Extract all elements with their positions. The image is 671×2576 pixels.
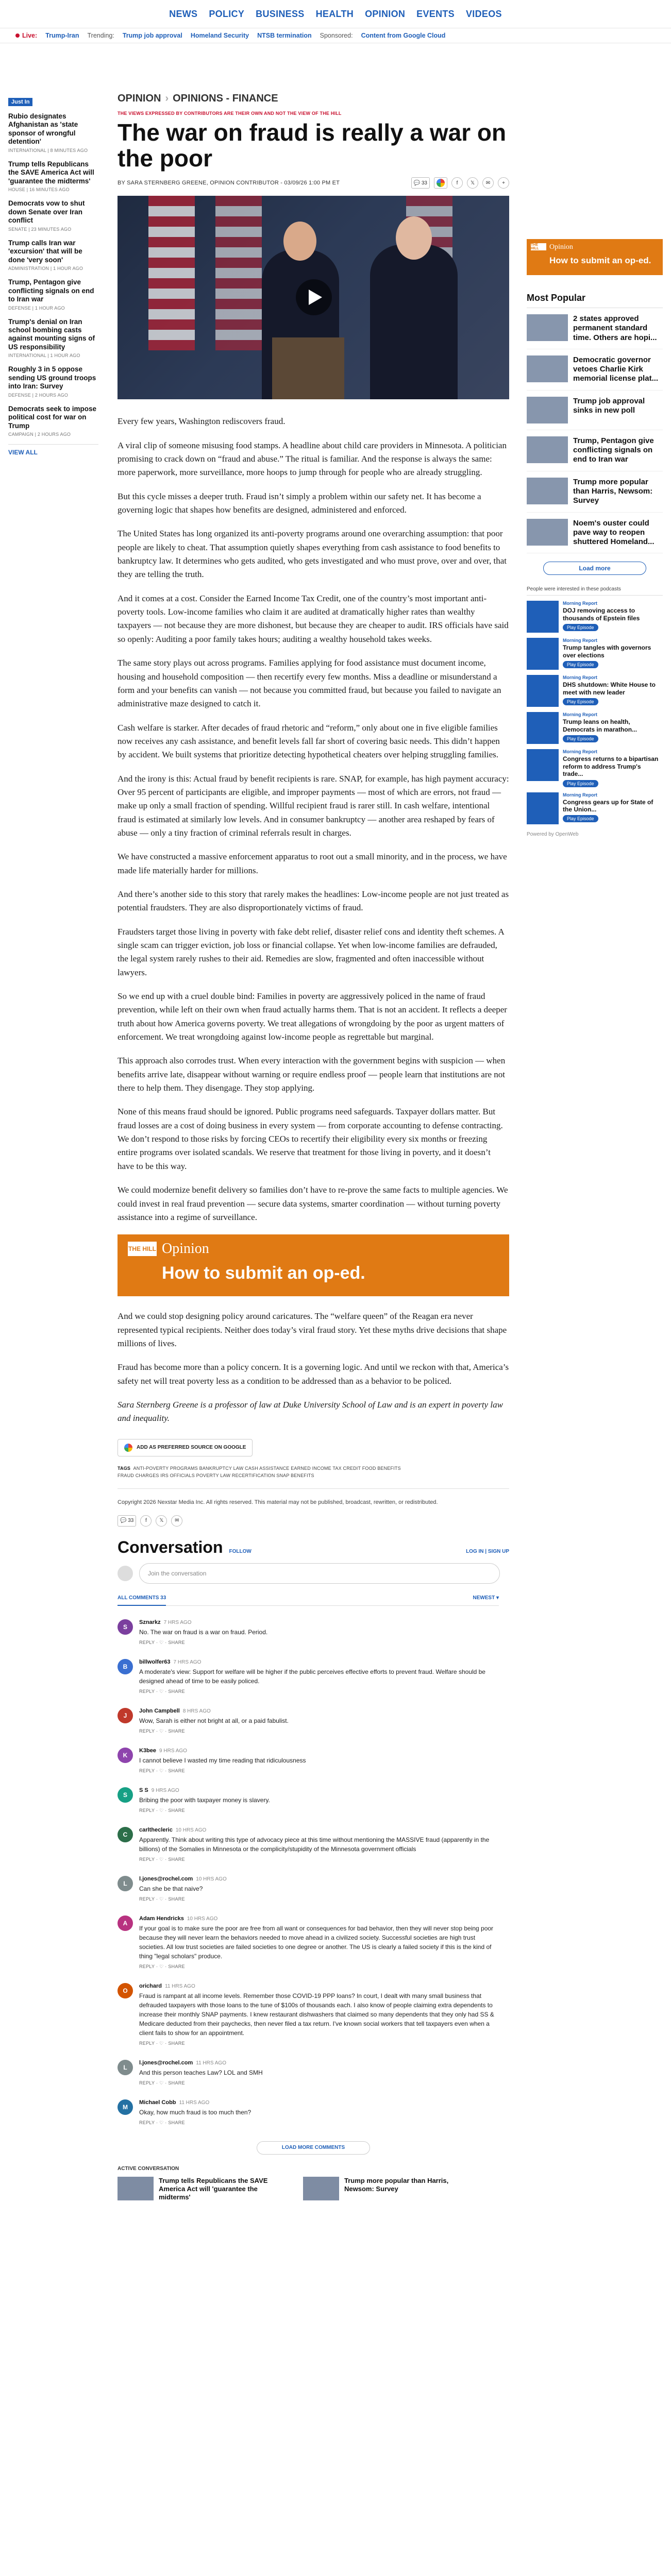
rail-story-meta: INTERNATIONAL | 1 HOUR AGO	[8, 353, 80, 359]
comment-text: A moderate's view: Support for welfare will be higher if the public perceives effective efforts to prevent fraud. Welfare should be designed ahead of time to be easily policed.	[139, 1668, 485, 1685]
thumbnail	[527, 314, 568, 341]
byline-row	[118, 177, 509, 189]
comment-author-name[interactable]: billwolfer63	[139, 1658, 171, 1665]
ad-cta[interactable]: How to submit an op-ed.	[549, 256, 651, 265]
login-link[interactable]: LOG IN | SIGN UP	[466, 1548, 509, 1554]
rail-story-title[interactable]: Trump, Pentagon give conflicting signals on end to Iran war	[8, 278, 94, 303]
more-icon: +	[502, 180, 505, 186]
avatar[interactable]: J	[118, 1708, 133, 1723]
play-episode-button[interactable]: Play Episode	[563, 624, 598, 631]
comment	[118, 2060, 499, 2086]
comment-author[interactable]	[139, 2099, 499, 2106]
article-paragraph: But this cycle misses a deeper truth. Fraud isn’t simply a problem within our safety net. It has become a governing logic that shapes how benefits are designed, administered and enforced.	[118, 491, 481, 515]
comment-body	[139, 2060, 499, 2086]
comment-actions[interactable]: REPLY · ♡ · SHARE	[139, 1963, 185, 1969]
comment-actions[interactable]: REPLY · ♡ · SHARE	[139, 1856, 185, 1862]
rail-story[interactable]	[8, 405, 98, 437]
preferred-source-button[interactable]	[118, 1439, 253, 1456]
right-rail	[527, 239, 663, 837]
divider	[118, 1488, 509, 1489]
comment-text: Can she be that naive?	[139, 1885, 203, 1892]
op-ed-promo-banner[interactable]	[118, 1234, 509, 1296]
google-icon	[437, 179, 445, 187]
x-icon: 𝕏	[159, 1518, 164, 1524]
just-in-label: Just In	[8, 98, 32, 106]
comment-author-name[interactable]: carlthecleric	[139, 1826, 173, 1833]
comment	[118, 1876, 499, 1902]
article-paragraph: Every few years, Washington rediscovers fraud.	[118, 416, 286, 427]
comment	[118, 2099, 499, 2126]
view-all-link[interactable]: VIEW ALL	[8, 444, 98, 456]
rail-story[interactable]	[8, 112, 98, 153]
podium	[272, 337, 344, 399]
comment-author[interactable]	[139, 1787, 499, 1793]
breadcrumb-opinion[interactable]: OPINION	[118, 93, 161, 104]
sponsored-label: Sponsored:	[320, 32, 353, 39]
more-share-button[interactable]	[498, 177, 509, 189]
rail-story-meta: DEFENSE | 1 HOUR AGO	[8, 305, 65, 311]
comment-author[interactable]	[139, 1983, 499, 1989]
article-paragraph: And it comes at a cost. Consider the Earned Income Tax Credit, one of the country’s most important anti-poverty tools. Low-income families who claim it are audited at dramatically higher rates than wealthy taxpayers — not because they are more dishonest, but because they are cheaper to audit. IRS officials have said so openly: Auditing a poor family takes hours; auditing a wealthy household takes weeks.	[118, 593, 509, 644]
email-share-button[interactable]	[171, 1515, 182, 1527]
play-episode-button[interactable]: Play Episode	[563, 735, 598, 742]
podcast-title[interactable]: DOJ removing access to thousands of Epstein files	[563, 607, 640, 622]
email-icon: ✉	[175, 1518, 179, 1524]
podcast-item[interactable]	[527, 792, 663, 824]
comment-time: 7 HRS AGO	[173, 1659, 202, 1665]
comment-author-name[interactable]: S S	[139, 1787, 148, 1793]
rail-story-title[interactable]: Roughly 3 in 5 oppose sending US ground troops into Iran: Survey	[8, 365, 96, 391]
comment-time: 11 HRS AGO	[179, 2099, 210, 2106]
comment-actions[interactable]: REPLY · ♡ · SHARE	[139, 1639, 185, 1645]
facebook-share-button[interactable]	[451, 177, 463, 189]
comment-count-button[interactable]	[118, 1515, 136, 1527]
podcast-artwork	[527, 792, 559, 824]
comment-text: I cannot believe I wasted my time reading that ridiculousness	[139, 1756, 306, 1764]
nav-opinion[interactable]: OPINION	[365, 8, 406, 19]
speaker-head	[396, 216, 432, 260]
comment	[118, 1916, 499, 1970]
author-bio: Sara Sternberg Greene is a professor of law at Duke University School of Law and is an expert in poverty law and inequality.	[118, 1399, 503, 1423]
comment-author-name[interactable]: Sznarkz	[139, 1619, 161, 1625]
comment-time: 11 HRS AGO	[165, 1983, 195, 1989]
avatar[interactable]: S	[118, 1787, 133, 1803]
thumbnail	[527, 519, 568, 546]
avatar[interactable]: S	[118, 1619, 133, 1635]
breadcrumb-separator: ›	[165, 93, 169, 104]
avatar[interactable]: A	[118, 1916, 133, 1931]
comment-count-button[interactable]	[411, 177, 430, 189]
comment-author[interactable]	[139, 2060, 499, 2066]
comment-author-name[interactable]: Michael Cobb	[139, 2099, 176, 2106]
comment-time: 9 HRS AGO	[151, 1787, 179, 1793]
google-icon	[124, 1444, 132, 1452]
rail-story-title[interactable]: Trump's denial on Iran school bombing casts against mounting signs of US responsibility	[8, 317, 95, 351]
trending-label: Trending:	[87, 32, 114, 39]
avatar[interactable]: C	[118, 1827, 133, 1842]
podcast-title[interactable]: Congress gears up for State of the Union...	[563, 798, 653, 814]
comment-author[interactable]	[139, 1876, 499, 1882]
page-title: The war on fraud is really a war on the poor	[118, 119, 507, 172]
x-icon: 𝕏	[470, 180, 475, 186]
sort-label: NEWEST	[473, 1595, 495, 1601]
comment-text: No. The war on fraud is a war on fraud. Period.	[139, 1628, 268, 1636]
comment-time: 11 HRS AGO	[196, 2060, 226, 2066]
podcast-info	[563, 675, 663, 707]
comment-body	[139, 1827, 499, 1862]
podcast-show: Morning Report	[563, 675, 597, 681]
podcast-show: Morning Report	[563, 712, 597, 718]
podcast-show: Morning Report	[563, 638, 597, 643]
rail-story[interactable]	[8, 278, 98, 310]
x-share-button[interactable]	[467, 177, 478, 189]
comment-author-name[interactable]: orichard	[139, 1982, 162, 1989]
rail-story[interactable]	[8, 239, 98, 271]
most-popular-item[interactable]	[527, 391, 663, 430]
play-episode-button[interactable]: Play Episode	[563, 815, 598, 822]
the-hill-logo: THE HILL	[128, 1242, 157, 1256]
live-dot-icon	[15, 33, 20, 38]
comment-time: 10 HRS AGO	[175, 1827, 207, 1833]
comment-actions[interactable]: REPLY · ♡ · SHARE	[139, 2120, 185, 2125]
trending-link-3[interactable]: NTSB termination	[257, 32, 312, 39]
rail-story[interactable]	[8, 365, 98, 397]
flag-graphic	[215, 196, 262, 350]
most-popular-headline[interactable]: Trump, Pentagon give conflicting signals on end to Iran war	[573, 436, 654, 464]
article-paragraph: And there’s another side to this story that rarely makes the headlines: Low-income people are not just treated as potential fraudsters. They are also disproportionately victims of fraud.	[118, 889, 509, 913]
facebook-icon: f	[456, 180, 458, 186]
thumbnail	[303, 2177, 339, 2200]
comment-body	[139, 1619, 499, 1646]
rail-story-meta: CAMPAIGN | 2 HOURS AGO	[8, 432, 71, 437]
article-paragraph: The same story plays out across programs. Families applying for food assistance must document income, housing and household composition — then recertify every few months. Miss a deadline or misunderstand a form and your benefits can vanish — not because you committed fraud, but because you failed to navigate an administrative maze designed to catch it.	[118, 658, 501, 709]
podcast-list	[527, 601, 663, 824]
powered-by: Powered by OpenWeb	[527, 831, 579, 837]
sort-dropdown[interactable]	[473, 1595, 499, 1601]
play-episode-button[interactable]: Play Episode	[563, 780, 598, 787]
comment-author-name[interactable]: l.jones@rochel.com	[139, 2059, 193, 2066]
podcast-info	[563, 749, 663, 787]
comment	[118, 1659, 499, 1694]
rail-story-title[interactable]: Trump calls Iran war 'excursion' that will be done 'very soon'	[8, 239, 82, 264]
comment-count: 33	[128, 1518, 134, 1524]
article-paragraph: We have constructed a massive enforcement apparatus to root out a small minority, and in the process, we have made life materially harder for millions.	[118, 852, 507, 875]
comment-actions[interactable]: REPLY · ♡ · SHARE	[139, 1896, 185, 1902]
comments-toolbar	[118, 1595, 499, 1606]
comment-body	[139, 1916, 499, 1970]
rail-story-meta: INTERNATIONAL | 8 MINUTES AGO	[8, 147, 88, 153]
comment-text: Wow, Sarah is either not bright at all, or a paid fabulist.	[139, 1717, 289, 1724]
comment-author-name[interactable]: John Campbell	[139, 1707, 180, 1714]
play-episode-button[interactable]: Play Episode	[563, 661, 598, 668]
avatar	[118, 1566, 133, 1581]
x-share-button[interactable]	[156, 1515, 167, 1527]
comment-time: 9 HRS AGO	[159, 1748, 187, 1754]
conversation-title-text: Conversation	[118, 1537, 223, 1556]
most-popular-headline[interactable]: 2 states approved permanent standard time. Others are hopi...	[573, 314, 657, 342]
nav-videos[interactable]: VIDEOS	[466, 8, 502, 19]
rail-story[interactable]	[8, 160, 98, 192]
thumbnail	[527, 436, 568, 463]
podcasts-label: People were interested in these podcasts	[527, 586, 663, 596]
speaker-head	[283, 222, 316, 261]
comment-body	[139, 1708, 499, 1734]
comment-actions[interactable]: REPLY · ♡ · SHARE	[139, 1688, 185, 1694]
active-conversation-list	[118, 2177, 509, 2202]
comment-time: 8 HRS AGO	[182, 1708, 211, 1714]
active-conversation-item[interactable]	[303, 2177, 468, 2202]
comment-time: 10 HRS AGO	[196, 1876, 227, 1882]
rail-story-title[interactable]: Rubio designates Afghanistan as 'state sponsor of wrongful detention'	[8, 112, 78, 146]
comment-actions[interactable]: REPLY · ♡ · SHARE	[139, 2080, 185, 2086]
nav-business[interactable]: BUSINESS	[256, 8, 305, 19]
nav-events[interactable]: EVENTS	[416, 8, 455, 19]
comment-author-name[interactable]: K3bee	[139, 1747, 157, 1754]
rail-story-meta: SENATE | 23 MINUTES AGO	[8, 226, 72, 232]
comment	[118, 1983, 499, 2046]
comment-body	[139, 1748, 499, 1774]
comment-body	[139, 1659, 499, 1694]
comment-icon: 💬	[120, 1518, 127, 1524]
most-popular-item[interactable]	[527, 308, 663, 349]
comment-author-name[interactable]: l.jones@rochel.com	[139, 1875, 193, 1882]
article-tags	[118, 1465, 406, 1480]
most-popular-item[interactable]	[527, 513, 663, 554]
promo-kicker: Opinion	[162, 1241, 209, 1257]
live-label: Live:	[22, 32, 38, 39]
rail-story-meta: DEFENSE | 2 HOURS AGO	[8, 392, 69, 398]
podcast-show: Morning Report	[563, 601, 597, 606]
podcast-item[interactable]	[527, 675, 663, 707]
avatar[interactable]: M	[118, 2099, 133, 2115]
active-conversation-item[interactable]	[118, 2177, 282, 2202]
load-more-comments-button[interactable]: LOAD MORE COMMENTS	[257, 2141, 370, 2155]
thumbnail	[118, 2177, 154, 2200]
play-episode-button[interactable]: Play Episode	[563, 698, 598, 705]
comment-body	[139, 2099, 499, 2126]
most-popular-headline[interactable]: Trump job approval sinks in new poll	[573, 396, 645, 415]
follow-button[interactable]: FOLLOW	[229, 1548, 251, 1554]
join-conversation-input[interactable]: Join the conversation	[139, 1563, 500, 1584]
active-conversation-title[interactable]: Trump tells Republicans the SAVE America Act will 'guarantee the midterms'	[159, 2176, 268, 2201]
comment-author[interactable]	[139, 1748, 499, 1754]
podcast-item[interactable]	[527, 601, 663, 633]
load-more-button[interactable]: Load more	[543, 562, 646, 575]
play-button[interactable]	[296, 279, 332, 315]
podcast-info	[563, 712, 663, 744]
google-preferred-button[interactable]	[434, 177, 447, 189]
podcast-title[interactable]: Congress returns to a bipartisan reform to address Trump's trade...	[563, 755, 659, 778]
tab-all-comments[interactable]: ALL COMMENTS 33	[118, 1595, 166, 1606]
avatar[interactable]: B	[118, 1659, 133, 1674]
comment-text: Okay, how much fraud is too much then?	[139, 2108, 251, 2116]
article-paragraph: And we could stop designing policy around caricatures. The “welfare queen” of the Reagan era never represented typical recipients. Neither does today’s viral fraud story. Yet these myths drive decisions that shape millions of lives.	[118, 1311, 507, 1348]
avatar[interactable]: O	[118, 1983, 133, 1998]
article-paragraph: Fraud has become more than a policy concern. It is a governing logic. And until we reckon with that, America’s safety net will treat poverty less as a condition to be addressed than as a behavior to be policed.	[118, 1362, 509, 1386]
podcast-artwork	[527, 749, 559, 781]
play-icon	[309, 290, 322, 305]
most-popular-headline[interactable]: Noem's ouster could pave way to reopen shuttered Homeland...	[573, 518, 655, 547]
most-popular-headline[interactable]: Trump more popular than Harris, Newsom: Survey	[573, 477, 653, 505]
flag-graphic	[148, 196, 195, 350]
podcast-info	[563, 601, 663, 633]
thumbnail	[527, 355, 568, 382]
conversation-title	[118, 1538, 251, 1557]
nav-policy[interactable]: POLICY	[209, 8, 245, 19]
comment-author[interactable]	[139, 1659, 499, 1665]
share-tools-bottom	[118, 1515, 509, 1527]
article-paragraph: We could modernize benefit delivery so families don’t have to re-prove the same facts to multiple agencies. We could invest in real fraud prevention — secure data systems, smarter coordination — without turning poverty assistance into a regime of surveillance.	[118, 1185, 508, 1222]
podcast-show: Morning Report	[563, 749, 597, 755]
preferred-source-label: ADD AS PREFERRED SOURCE ON GOOGLE	[137, 1445, 246, 1451]
comment-author[interactable]	[139, 1916, 499, 1922]
comment-body	[139, 1787, 499, 1814]
podcast-show: Morning Report	[563, 792, 597, 798]
trending-link-1[interactable]: Trump job approval	[122, 32, 182, 39]
comment-icon: 💬	[413, 180, 421, 186]
rail-story-meta: HOUSE | 16 MINUTES AGO	[8, 187, 70, 193]
comment-body	[139, 1876, 499, 1902]
trending-bar	[0, 28, 671, 43]
comment-actions[interactable]: REPLY · ♡ · SHARE	[139, 1807, 185, 1813]
article-paragraph: None of this means fraud should be ignored. Public programs need safeguards. Taxpayer dollars matter. But fraud losses are a cost of doing business in every system — from corporate accounting to defense contracting. We don’t respond to those risks by forcing CEOs to recertify their eligibility every six months or freezing entire programs over isolated scandals. We reserve that treatment for those living in poverty, and it doesn’t have to be this way.	[118, 1107, 503, 1171]
tags-label: TAGS	[118, 1465, 131, 1471]
tags-list[interactable]: ANTI-POVERTY PROGRAMS BANKRUPTCY LAW CASH ASSISTANCE EARNED INCOME TAX CREDIT FOOD BENEFITS FRAUD CHARGES IRS OFFICIALS POVERTY LAW RECERTIFICATION SNAP BENEFITS	[118, 1465, 401, 1478]
email-share-button[interactable]	[482, 177, 494, 189]
rail-story-title[interactable]: Trump tells Republicans the SAVE America Act will 'guarantee the midterms'	[8, 160, 94, 185]
rail-story-meta: ADMINISTRATION | 1 HOUR AGO	[8, 266, 83, 272]
comment-actions[interactable]: REPLY · ♡ · SHARE	[139, 1728, 185, 1734]
article-body	[118, 415, 509, 1425]
top-nav	[0, 0, 671, 28]
avatar[interactable]: L	[118, 2060, 133, 2075]
podcast-artwork	[527, 601, 559, 633]
podcast-item[interactable]	[527, 712, 663, 744]
most-popular-headline[interactable]: Democratic governor vetoes Charlie Kirk memorial license plat...	[573, 355, 659, 383]
most-popular-item[interactable]	[527, 430, 663, 471]
facebook-icon: f	[145, 1518, 147, 1524]
speaker-figure	[370, 245, 458, 399]
comment-actions[interactable]: REPLY · ♡ · SHARE	[139, 2040, 185, 2046]
comment	[118, 1787, 499, 1814]
byline: BY SARA STERNBERG GREENE, OPINION CONTRIBUTOR - 03/09/26 1:00 PM ET	[118, 180, 340, 187]
comment	[118, 1827, 499, 1862]
most-popular-title: Most Popular	[527, 293, 663, 308]
comment	[118, 1708, 499, 1734]
podcast-title[interactable]: Trump leans on health, Democrats in marathon...	[563, 718, 638, 733]
trending-link-2[interactable]: Homeland Security	[190, 32, 249, 39]
comment-author[interactable]	[139, 1827, 499, 1833]
op-ed-ad[interactable]	[527, 239, 663, 275]
thumbnail	[527, 478, 568, 504]
article-paragraph: A viral clip of someone misusing food stamps. A headline about child care providers in Minnesota. A politician promising to crack down on “fraud and abuse.” The ritual is familiar. And the response is always the same: more paperwork, more surveillance, more hoops to jump through for people who are already struggling.	[118, 440, 507, 478]
comment-author[interactable]	[139, 1619, 499, 1625]
article-paragraph: So we end up with a cruel double bind: Families in poverty are aggressively policed in the name of fraud prevention, while left on their own when fraud actually harms them. That is not an accident. It reflects a deeper truth about how America governs poverty. We treat allegations of wrongdoing by the poor as urgent matters of enforcement. We treat wrongdoing against low-income people as regrettable but marginal.	[118, 991, 507, 1042]
rail-story[interactable]	[8, 318, 98, 359]
comment-text: Bribing the poor with taxpayer money is slavery.	[139, 1796, 270, 1804]
comment-author-name[interactable]: Adam Hendricks	[139, 1915, 184, 1922]
live-link[interactable]: Trump-Iran	[45, 32, 79, 39]
podcast-artwork	[527, 675, 559, 707]
rail-story-title[interactable]: Democrats vow to shut down Senate over Iran conflict	[8, 199, 85, 225]
breadcrumb	[118, 93, 509, 105]
email-icon: ✉	[485, 180, 491, 186]
join-conversation-wrap	[139, 1563, 509, 1584]
podcast-info	[563, 792, 663, 824]
comment-text: And this person teaches Law? LOL and SMH	[139, 2069, 263, 2076]
comment-body	[139, 1983, 499, 2046]
comment	[118, 1619, 499, 1646]
article	[118, 93, 509, 2202]
podcast-item[interactable]	[527, 749, 663, 787]
avatar[interactable]: L	[118, 1876, 133, 1891]
podcast-item[interactable]	[527, 638, 663, 670]
rail-story-title[interactable]: Democrats seek to impose political cost for war on Trump	[8, 404, 97, 430]
comment-text: If your goal is to make sure the poor are free from all want or consequences for bad behavior, then they will never stop being poor because they will never learn the behaviors needed to move ahead in a civilized society. Successful societies are high trust societies. All low trust societies are failed societies to one degree or another. The US is clearly a failed society if this is the kind of thing "legal scholars" produce.	[139, 1924, 494, 1960]
thumbnail	[527, 397, 568, 423]
comment	[118, 1748, 499, 1774]
podcast-artwork	[527, 638, 559, 670]
sponsored-link[interactable]: Content from Google Cloud	[361, 32, 446, 39]
comment-time: 7 HRS AGO	[163, 1619, 192, 1625]
nav-health[interactable]: HEALTH	[315, 8, 354, 19]
comment-list	[118, 1619, 509, 2126]
comment-count: 33	[421, 180, 427, 186]
breadcrumb-finance[interactable]: OPINIONS - FINANCE	[173, 93, 278, 104]
facebook-share-button[interactable]	[140, 1515, 152, 1527]
podcast-artwork	[527, 712, 559, 744]
article-paragraph: Fraudsters target those living in poverty with fake debt relief, disaster relief cons and identity theft schemes. A single scam can trigger eviction, job loss or financial collapse. Yet when low-income families are defrauded, the legal system rarely rushes to their aid. Remedies are slow, fragmented and often inaccessible without lawyers.	[118, 926, 504, 977]
ad-kicker: Opinion	[549, 243, 573, 251]
article-paragraph: Cash welfare is starker. After decades of fraud rhetoric and “reform,” only about one in five eligible families now receives any cash assistance, and benefit levels fall far short of covering basic needs. This didn’t happen by accident. We built systems that prioritize detecting hypothetical cheaters over helping struggling families.	[118, 722, 500, 760]
conversation-header	[118, 1538, 509, 1557]
most-popular-item[interactable]	[527, 349, 663, 391]
most-popular-item[interactable]	[527, 471, 663, 513]
hero-video[interactable]	[118, 196, 509, 399]
rail-story[interactable]	[8, 199, 98, 231]
article-paragraph: The United States has long organized its anti-poverty programs around one overarching assumption: that poor people are likely to cheat. That assumption quietly shapes everything from cash assistance to food benefits to bankruptcy law. It determines who gets audited, who gets investigated and who must prove, over and over, that they are telling the truth.	[118, 529, 507, 580]
avatar[interactable]: K	[118, 1748, 133, 1763]
chevron-down-icon: ▾	[496, 1595, 499, 1601]
opinion-disclaimer: THE VIEWS EXPRESSED BY CONTRIBUTORS ARE THEIR OWN AND NOT THE VIEW OF THE HILL	[118, 111, 342, 116]
article-paragraph: And the irony is this: Actual fraud by benefit recipients is rare. SNAP, for example, has high payment accuracy: Over 95 percent of participants are eligible, and improper payments — most of which are errors, not fraud — make up only a small fraction of spending. Willful recipient fraud is rarer still. In cash welfare, intentional fraud is estimated at similarly low levels. And in consumer bankruptcy — another area reshaped by fears of abuse — only a tiny fraction of criminal referrals result in charges.	[118, 773, 509, 838]
the-hill-logo: THE HILL	[531, 243, 546, 250]
just-in-rail	[8, 97, 98, 456]
article-paragraph: This approach also corrodes trust. When every interaction with the government begins with suspicion — when benefits arrive late, disappear without warning or require endless proof — people learn that institutions are not there to help them. They disengage. They stop applying.	[118, 1056, 506, 1093]
active-conversation-label: ACTIVE CONVERSATION	[118, 2165, 179, 2172]
comment-actions[interactable]: REPLY · ♡ · SHARE	[139, 1768, 185, 1773]
podcast-title[interactable]: DHS shutdown: White House to meet with new leader	[563, 681, 656, 696]
share-tools	[411, 177, 509, 189]
live-indicator	[15, 32, 37, 39]
nav-news[interactable]: NEWS	[169, 8, 198, 19]
comment-text: Apparently. Think about writing this type of advocacy piece at this time without mentioning the MASSIVE fraud (apparently in the billions) of the Somalies in Minnesota or the complicity/stupidity of the Minnesota government officials	[139, 1836, 490, 1853]
comment-text: Fraud is rampant at all income levels. Remember those COVID-19 PPP loans? In court, I dealt with many small business that defrauded taxpayers with those loans to the tune of $100s of thousands each. I also know of people claiming extra dependents to increase their monthly SNAP payments. I knew restaurant dishwashers that claimed so many dependents that they only had SS & Medicare deducted from their paychecks, then never filed a tax return. I've known social workers that tell taxpayers even when a client fails to show for an appointment.	[139, 1992, 494, 2037]
podcast-title[interactable]: Trump tangles with governors over elections	[563, 644, 651, 659]
comment-author[interactable]	[139, 1708, 499, 1714]
active-conversation-title[interactable]: Trump more popular than Harris, Newsom: Survey	[344, 2176, 449, 2193]
comment-time: 10 HRS AGO	[187, 1916, 218, 1922]
copyright: Copyright 2026 Nexstar Media Inc. All rights reserved. This material may not be published, broadcast, rewritten, or redistributed.	[118, 1499, 438, 1506]
podcast-info	[563, 638, 663, 670]
promo-cta[interactable]: How to submit an op-ed.	[162, 1263, 365, 1283]
